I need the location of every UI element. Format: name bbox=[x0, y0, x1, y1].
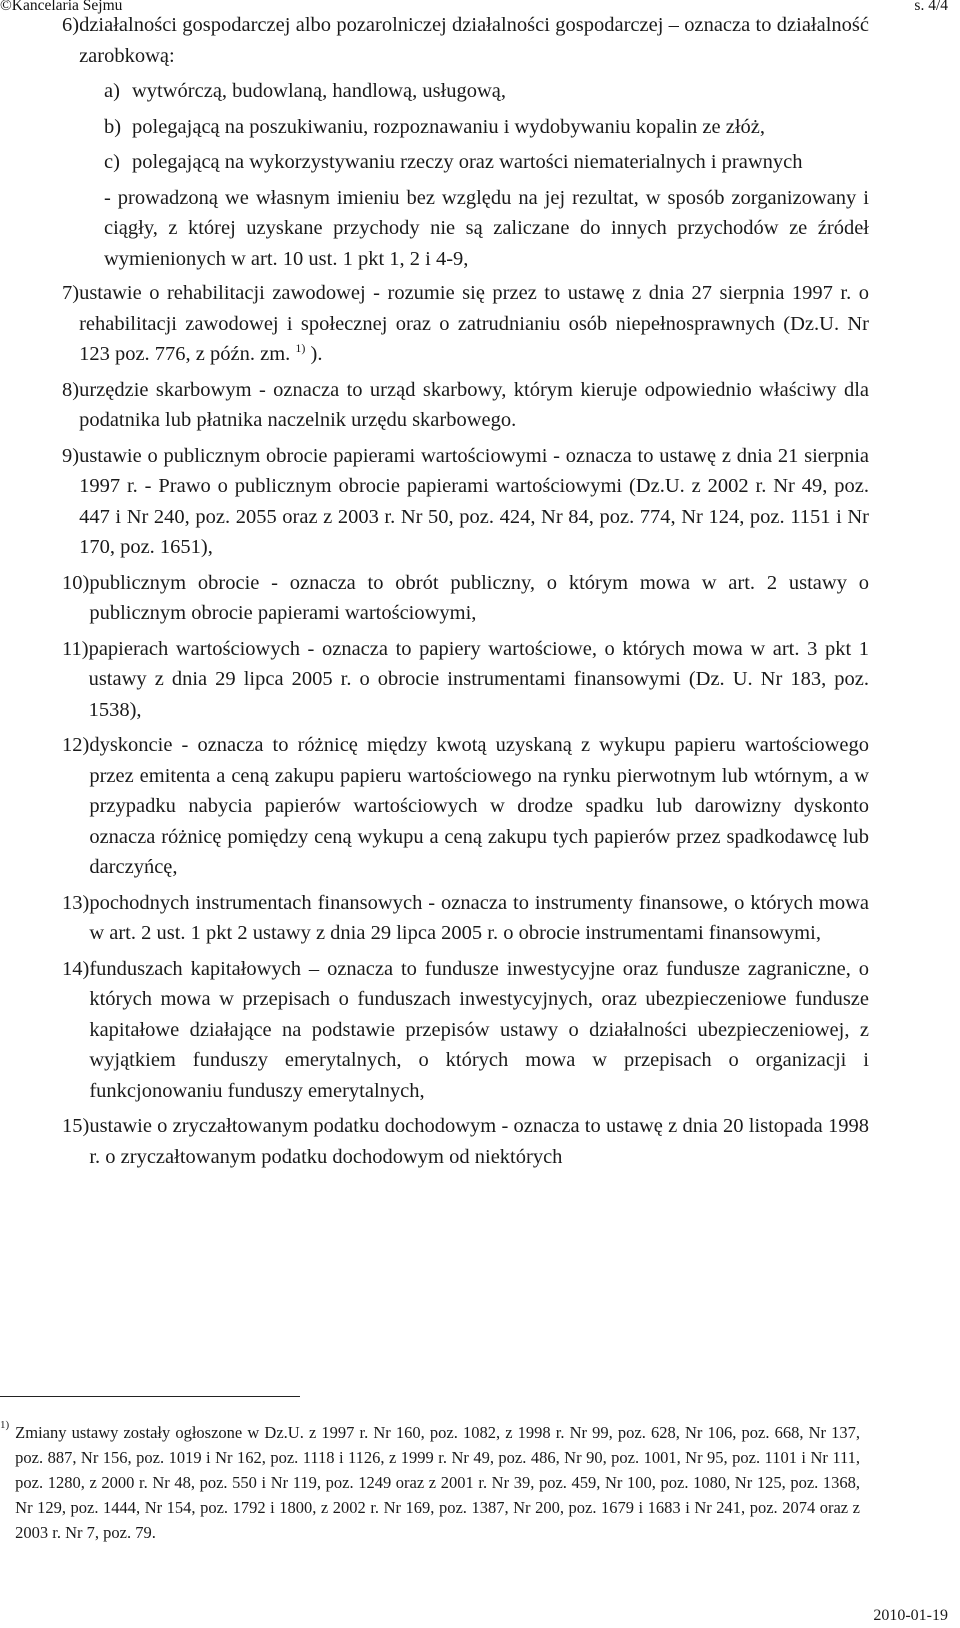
item-number: 13) bbox=[62, 891, 90, 914]
item-number: 11) bbox=[62, 637, 89, 660]
definition-item-10 bbox=[62, 568, 869, 629]
item-text bbox=[79, 278, 869, 370]
subitem-letter: b) bbox=[104, 115, 122, 138]
document-date: 2010-01-19 bbox=[873, 1607, 948, 1624]
subitem-text: polegającą na poszukiwaniu, rozpoznawaniu i wydobywaniu kopalin ze złóż, bbox=[132, 115, 766, 138]
definition-item-13 bbox=[62, 888, 869, 949]
footnote-text: Zmiany ustawy zostały ogłoszone w Dz.U. z 1997 r. Nr 160, poz. 1082, z 1998 r. Nr 99, poz. 628, Nr 106, poz. 668, Nr 137, poz. 887, Nr 156, poz. 1019 i Nr 162, poz. 1118 i 1126, z 1999 r. Nr 49, poz. 486, Nr 90, poz. 1001, Nr 95, poz. 1101 i Nr 111, poz. 1280, z 2000 r. Nr 48, poz. 550 i Nr 119, poz. 1249 oraz z 2001 r. Nr 39, poz. 459, Nr 100, poz. 1080, Nr 125, poz. 1368, Nr 129, poz. 1444, Nr 154, poz. 1792 i 1800, z 2002 r. Nr 169, poz. 1387, Nr 200, poz. 1679 i 1683 i Nr 241, poz. 2074 oraz z 2003 r. Nr 7, poz. 79. bbox=[15, 1423, 860, 1542]
item-text: urzędzie skarbowym - oznacza to urząd skarbowy, którym kieruje odpowiednio właściwy dla podatnika lub płatnika naczelnik urzędu skarbowego. bbox=[79, 378, 869, 431]
item-7-text: ustawie o rehabilitacji zawodowej - rozumie się przez to ustawę z dnia 27 sierpnia 1997 r. o rehabilitacji zawodowej i społecznej oraz o zatrudnianiu osób niepełnosprawnych (Dz.U. Nr 123 poz. 776, z późn. zm. bbox=[79, 282, 869, 365]
item-number: 14) bbox=[62, 957, 90, 980]
subitem-c bbox=[104, 147, 869, 178]
item-number: 8) bbox=[62, 378, 80, 401]
item-number: 7) bbox=[62, 282, 80, 304]
item-number: 10) bbox=[62, 571, 90, 594]
page-number: s. 4/4 bbox=[914, 0, 948, 14]
item-text: publicznym obrocie - oznacza to obrót publiczny, o którym mowa w art. 2 ustawy o publicznym obrocie papierami wartościowymi, bbox=[89, 571, 869, 624]
header-source: ©Kancelaria Sejmu bbox=[0, 0, 123, 14]
definition-item-11 bbox=[62, 634, 869, 726]
item-text: funduszach kapitałowych – oznacza to fundusze inwestycyjne oraz fundusze zagraniczne, o których mowa w przepisach o funduszach inwestycyjnych, oraz ubezpieczeniowe fundusze kapitałowe działające na podstawie przepisów ustawy o działalności ubezpieczeniowej, z wyjątkiem funduszy emerytalnych, o których mowa w przepisach o organizacji i funkcjonowaniu funduszy emerytalnych, bbox=[89, 957, 869, 1102]
item-text: papierach wartościowych - oznacza to papiery wartościowe, o których mowa w art. 3 pkt 1 ustawy z dnia 29 lipca 2005 r. o obrocie instrumentami finansowymi (Dz. U. Nr 183, poz. 1538), bbox=[88, 637, 869, 721]
subitem-letter: a) bbox=[104, 80, 120, 102]
definition-item-6 bbox=[62, 10, 869, 71]
definition-item-14 bbox=[62, 954, 869, 1107]
item-text: ustawie o publicznym obrocie papierami wartościowymi - oznacza to ustawę z dnia 21 sierpnia 1997 r. - Prawo o publicznym obrocie papierami wartościowymi (Dz.U. z 2002 r. Nr 49, poz. 447 i Nr 240, poz. 2055 oraz z 2003 r. Nr 50, poz. 424, Nr 84, poz. 774, Nr 124, poz. 1151 i Nr 170, poz. 1651), bbox=[79, 444, 869, 558]
item-text: działalności gospodarczej albo pozarolniczej działalności gospodarczej – oznacza to działalność zarobkową: bbox=[79, 14, 869, 67]
item-number: 12) bbox=[62, 734, 90, 756]
footnote-reference: 1) bbox=[295, 341, 306, 356]
definition-item-15 bbox=[62, 1111, 869, 1172]
subitem-letter: c) bbox=[104, 151, 120, 173]
item-number: 9) bbox=[62, 444, 80, 467]
subitem-text: wytwórczą, budowlaną, handlową, usługową, bbox=[132, 80, 507, 102]
item-text: dyskoncie - oznacza to różnicę między kwotą uzyskaną z wykupu papieru wartościowego przez emitenta a ceną zakupu papieru wartościowego na rynku pierwotnym lub wtórnym, a w przypadku nabycia papierów wartościowych w drodze spadku lub darowizny dyskonto oznacza różnicę pomiędzy ceną wykupu a ceną zakupu tych papierów przez spadkodawcę lub darczyńcę, bbox=[89, 734, 869, 878]
item-number: 6) bbox=[62, 14, 80, 36]
definition-item-12 bbox=[62, 730, 869, 883]
item-7-tail: ). bbox=[310, 343, 323, 365]
item-number: 15) bbox=[62, 1115, 90, 1137]
subitem-text: polegającą na wykorzystywaniu rzeczy oraz wartości niematerialnych i prawnych bbox=[132, 151, 803, 173]
document-body bbox=[62, 10, 869, 1177]
definition-item-7 bbox=[62, 278, 869, 370]
definition-item-8 bbox=[62, 375, 869, 436]
item-6-closing-text: - prowadzoną we własnym imieniu bez względu na jej rezultat, w sposób zorganizowany i ciągły, z której uzyskane przychody nie są zaliczane do innych przychodów ze źródeł wymienionych w art. 10 ust. 1 pkt 1, 2 i 4-9, bbox=[104, 186, 869, 270]
item-text: ustawie o zryczałtowanym podatku dochodowym - oznacza to ustawę z dnia 20 listopada 1998 r. o zryczałtowanym podatku dochodowym od niektórych bbox=[89, 1115, 869, 1168]
subitem-a bbox=[104, 76, 869, 107]
footnote-mark: 1) bbox=[0, 1419, 10, 1431]
definition-item-9 bbox=[62, 441, 869, 563]
footnote bbox=[0, 1420, 860, 1545]
subitem-b bbox=[104, 112, 869, 143]
footnote-separator bbox=[0, 1396, 300, 1397]
item-text: pochodnych instrumentach finansowych - oznacza to instrumenty finansowe, o których mowa w art. 2 ust. 1 pkt 2 ustawy z dnia 29 lipca 2005 r. o obrocie instrumentami finansowymi, bbox=[89, 891, 869, 944]
